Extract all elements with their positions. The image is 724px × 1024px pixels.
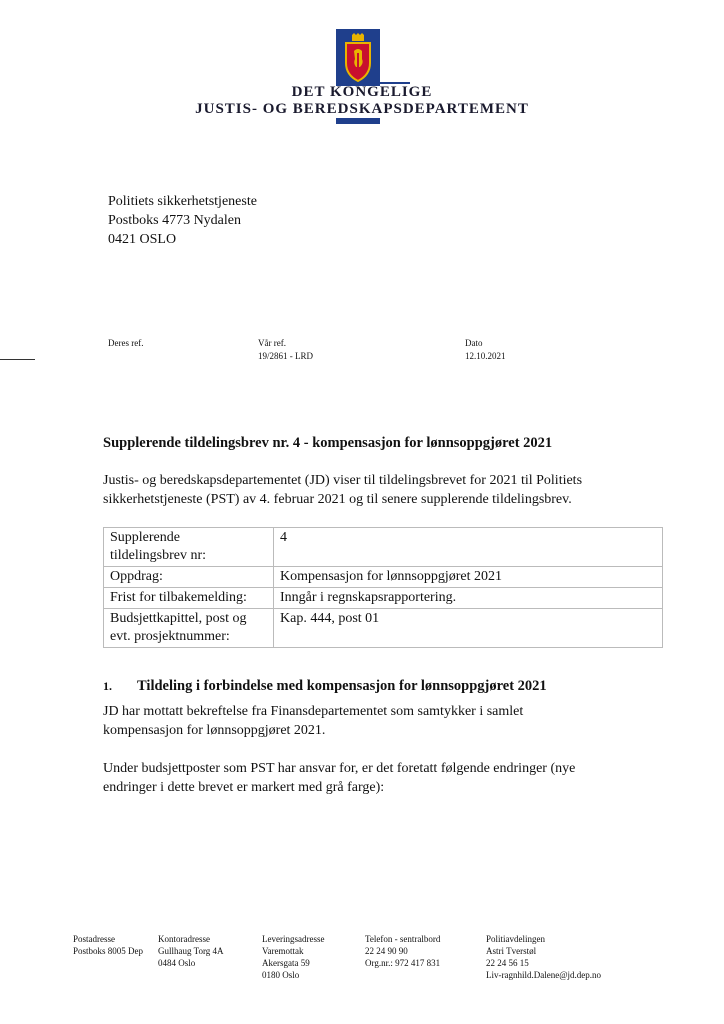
section-paragraph-2: [103, 759, 663, 797]
section-title: Tildeling i forbindelse med kompensasjon for lønnsoppgjøret 2021: [137, 678, 547, 694]
var-ref: [258, 337, 313, 363]
date-label: Dato: [465, 338, 483, 348]
deres-ref-label: Deres ref.: [108, 338, 144, 348]
logo-base-bar: [336, 118, 380, 124]
footer-contact: [486, 933, 601, 981]
intro-line-1: Justis- og beredskapsdepartementet (JD) viser til tildelingsbrevet for 2021 til Politiets: [103, 473, 583, 488]
footer-col1-line: Postboks 8005 Dep: [73, 946, 144, 956]
lion-crest-icon: [340, 33, 376, 83]
var-ref-label: Vår ref.: [258, 338, 286, 348]
footer-col2-line: 0484 Oslo: [158, 958, 196, 968]
var-ref-value: 19/2861 - LRD: [258, 351, 313, 361]
coat-of-arms-logo: [336, 29, 380, 86]
footer-phone: [365, 933, 440, 969]
table-row: [104, 567, 663, 588]
table-value-cell: 4: [274, 528, 663, 567]
table-value-cell: Kompensasjon for lønnsoppgjøret 2021: [274, 567, 663, 588]
date-value: 12.10.2021: [465, 351, 506, 361]
section-paragraph-1: [103, 702, 663, 740]
table-value-cell: Inngår i regnskapsrapportering.: [274, 588, 663, 609]
p2-line-2: endringer i dette brevet er markert med grå farge):: [103, 780, 385, 795]
p1-line-1: JD har mottatt bekreftelse fra Finansdepartementet som samtykker i samlet: [103, 704, 524, 719]
recipient-postal: 0421 OSLO: [108, 232, 177, 247]
footer-col2-line: Gullhaug Torg 4A: [158, 946, 224, 956]
p2-line-1: Under budsjettposter som PST har ansvar for, er det foretatt følgende endringer (nye: [103, 761, 576, 776]
fold-mark: [0, 359, 35, 360]
p1-line-2: kompensasjon for lønnsoppgjøret 2021.: [103, 723, 326, 738]
footer-col5-heading: Politiavdelingen: [486, 934, 545, 944]
footer-col4-heading: Telefon - sentralbord: [365, 934, 441, 944]
footer-col5-line: Astri Tverstøl: [486, 946, 537, 956]
section-heading: [103, 678, 547, 695]
row4-label-line1: Budsjettkapittel, post og: [110, 611, 247, 626]
footer-col3-line: Akersgata 59: [262, 958, 310, 968]
table-row: [104, 609, 663, 648]
subject-heading: Supplerende tildelingsbrev nr. 4 - kompensasjon for lønnsoppgjøret 2021: [103, 435, 553, 451]
info-table: [103, 527, 663, 648]
footer-postal-address: [73, 933, 143, 957]
table-label-cell: Oppdrag:: [104, 567, 274, 588]
row4-label-line2: evt. prosjektnummer:: [110, 629, 230, 644]
footer-col4-line: 22 24 90 90: [365, 946, 408, 956]
footer-col4-line: Org.nr.: 972 417 831: [365, 958, 441, 968]
footer-col3-line: 0180 Oslo: [262, 970, 300, 980]
table-value-cell: Kap. 444, post 01: [274, 609, 663, 648]
org-name-line1: DET KONGELIGE: [291, 84, 433, 100]
row1-label-line2: tildelingsbrev nr:: [110, 548, 207, 563]
table-row: [104, 528, 663, 567]
footer-col5-line: 22 24 56 15: [486, 958, 529, 968]
table-label-cell: [104, 528, 274, 567]
section-number: 1.: [103, 679, 112, 693]
recipient-address: [108, 192, 257, 249]
footer-col3-heading: Leveringsadresse: [262, 934, 325, 944]
intro-line-2: sikkerhetstjeneste (PST) av 4. februar 2021 og til senere supplerende tildelingsbrev.: [103, 492, 572, 507]
footer-delivery-address: [262, 933, 324, 981]
table-label-cell: Frist for tilbakemelding:: [104, 588, 274, 609]
intro-paragraph: [103, 471, 663, 509]
footer-col1-heading: Postadresse: [73, 934, 115, 944]
date-ref: [465, 337, 506, 363]
table-label-cell: [104, 609, 274, 648]
footer-email-link[interactable]: Liv-ragnhild.Dalene@jd.dep.no: [486, 970, 602, 980]
table-row: [104, 588, 663, 609]
footer-col3-line: Varemottak: [262, 946, 304, 956]
footer-col2-heading: Kontoradresse: [158, 934, 210, 944]
recipient-name: Politiets sikkerhetstjeneste: [108, 194, 257, 209]
recipient-street: Postboks 4773 Nydalen: [108, 213, 241, 228]
footer-office-address: [158, 933, 224, 969]
deres-ref: [108, 337, 143, 350]
org-name-line2: JUSTIS- OG BEREDSKAPSDEPARTEMENT: [195, 101, 529, 117]
row1-label-line1: Supplerende: [110, 530, 180, 545]
